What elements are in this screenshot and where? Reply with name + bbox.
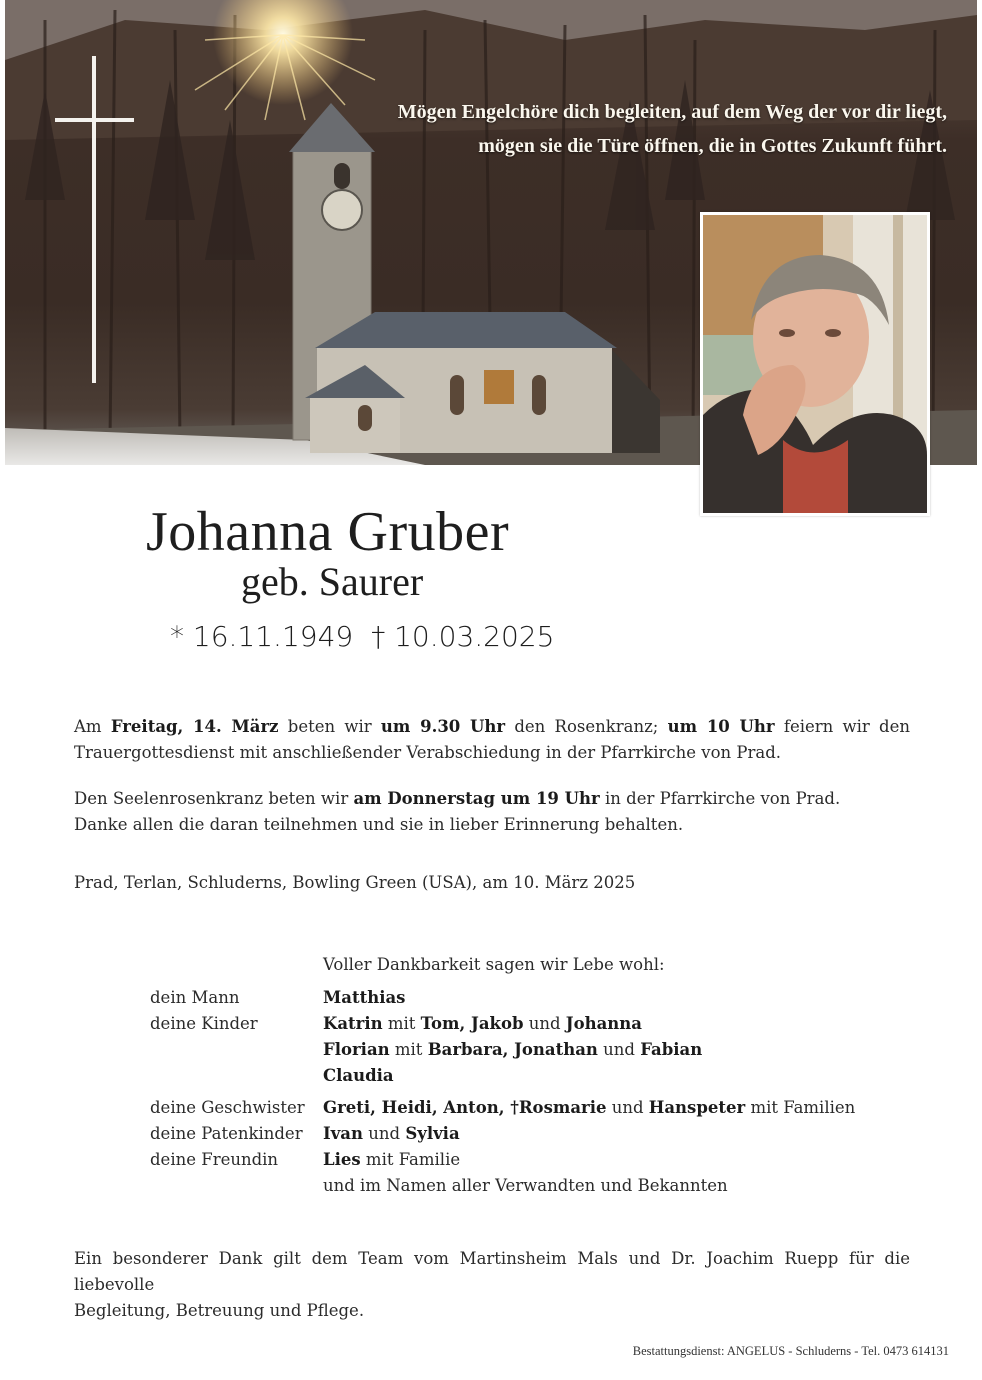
portrait-image bbox=[703, 215, 927, 513]
mourner-names bbox=[323, 1037, 883, 1063]
service-paragraph bbox=[74, 714, 910, 766]
emphasis: Freitag, 14. März bbox=[110, 717, 279, 736]
text-segment: feiern wir den bbox=[774, 717, 911, 736]
mourner-names bbox=[323, 1147, 883, 1173]
relation-label: deine Kinder bbox=[150, 1014, 258, 1033]
emphasis: am Donnerstag um 19 Uhr bbox=[353, 789, 600, 808]
thanks-line-1: Ein besonderer Dank gilt dem Team vom Martinsheim Mals und Dr. Joachim Ruepp für die liebevolle bbox=[74, 1249, 910, 1294]
rosary-paragraph bbox=[74, 786, 910, 838]
life-dates bbox=[170, 620, 554, 653]
mourner-names: und im Namen aller Verwandten und Bekannten bbox=[323, 1176, 728, 1195]
mourner-row bbox=[150, 1121, 883, 1147]
mourner-row bbox=[150, 1173, 883, 1199]
rosary-line-1 bbox=[74, 786, 910, 812]
text-segment: mit Familien bbox=[745, 1098, 856, 1117]
emphasis: Barbara, Jonathan bbox=[427, 1040, 598, 1059]
cross-icon-vertical bbox=[92, 56, 96, 383]
cross-icon-horizontal bbox=[55, 118, 134, 122]
text-segment: Den Seelenrosenkranz beten wir bbox=[74, 789, 354, 808]
mourner-names bbox=[323, 1011, 883, 1037]
mourner-row bbox=[150, 1037, 883, 1063]
service-line-1 bbox=[74, 714, 910, 740]
emphasis: um 9.30 Uhr bbox=[380, 717, 506, 736]
mourner-row bbox=[150, 1011, 883, 1037]
portrait-photo bbox=[700, 212, 930, 516]
emphasis: Katrin bbox=[323, 1014, 383, 1033]
thanks-paragraph bbox=[74, 1246, 910, 1324]
relation-label: dein Mann bbox=[150, 988, 240, 1007]
verse-line-1: Mögen Engelchöre dich begleiten, auf dem Weg der vor dir liegt, bbox=[397, 101, 947, 123]
memorial-verse bbox=[327, 95, 947, 163]
text-segment: und bbox=[597, 1040, 641, 1059]
emphasis: Greti, Heidi, Anton, †Rosmarie bbox=[323, 1098, 607, 1117]
emphasis: Matthias bbox=[323, 988, 406, 1007]
rosary-line-2: Danke allen die daran teilnehmen und sie in lieber Erinnerung behalten. bbox=[74, 815, 684, 834]
relation-label bbox=[150, 1173, 323, 1199]
funeral-service-footer: Bestattungsdienst: ANGELUS - Schluderns - Tel. 0473 614131 bbox=[632, 1344, 949, 1358]
text-segment: in der Pfarrkirche von Prad. bbox=[599, 789, 841, 808]
birth-date: * 16.11.1949 bbox=[170, 620, 354, 653]
mourner-names bbox=[323, 1121, 883, 1147]
maiden-name: geb. Saurer bbox=[241, 559, 424, 604]
mourner-row bbox=[150, 1063, 883, 1089]
mourner-names bbox=[323, 1095, 883, 1121]
text-segment: mit bbox=[389, 1040, 428, 1059]
emphasis: Fabian bbox=[640, 1040, 703, 1059]
place-date: Prad, Terlan, Schluderns, Bowling Green (USA), am 10. März 2025 bbox=[74, 873, 636, 892]
emphasis: Johanna bbox=[565, 1014, 642, 1033]
text-segment: Am bbox=[74, 717, 111, 736]
emphasis: Hanspeter bbox=[648, 1098, 746, 1117]
thanks-line-2: Begleitung, Betreuung und Pflege. bbox=[74, 1301, 365, 1320]
text-segment: und bbox=[523, 1014, 566, 1033]
mourner-row bbox=[150, 1147, 883, 1173]
text-segment: den Rosenkranz; bbox=[505, 717, 668, 736]
mourners-list bbox=[150, 985, 883, 1199]
mourner-row bbox=[150, 1095, 883, 1121]
mourner-names bbox=[323, 985, 883, 1011]
mourner-row bbox=[150, 985, 883, 1011]
relation-label bbox=[150, 1063, 323, 1089]
service-line-2: Trauergottesdienst mit anschließender Verabschiedung in der Pfarrkirche von Prad. bbox=[74, 743, 782, 762]
text-segment: mit bbox=[382, 1014, 421, 1033]
emphasis: Claudia bbox=[323, 1066, 394, 1085]
mourner-names bbox=[323, 1063, 883, 1089]
text-segment: und bbox=[606, 1098, 649, 1117]
emphasis: Tom, Jakob bbox=[420, 1014, 524, 1033]
farewell-heading: Voller Dankbarkeit sagen wir Lebe wohl: bbox=[323, 955, 665, 974]
deceased-name: Johanna Gruber bbox=[146, 501, 510, 563]
death-date: † 10.03.2025 bbox=[371, 620, 555, 653]
emphasis: Sylvia bbox=[405, 1124, 460, 1143]
emphasis: Lies bbox=[323, 1150, 361, 1169]
text-segment: mit Familie bbox=[360, 1150, 461, 1169]
relation-label: deine Geschwister bbox=[150, 1098, 305, 1117]
verse-line-2: mögen sie die Türe öffnen, die in Gottes Zukunft führt. bbox=[478, 135, 947, 157]
text-segment: und bbox=[363, 1124, 406, 1143]
relation-label: deine Patenkinder bbox=[150, 1124, 303, 1143]
emphasis: Ivan bbox=[323, 1124, 363, 1143]
text-segment: beten wir bbox=[278, 717, 381, 736]
emphasis: Florian bbox=[323, 1040, 390, 1059]
emphasis: um 10 Uhr bbox=[667, 717, 775, 736]
relation-label: deine Freundin bbox=[150, 1150, 279, 1169]
relation-label bbox=[150, 1037, 323, 1063]
